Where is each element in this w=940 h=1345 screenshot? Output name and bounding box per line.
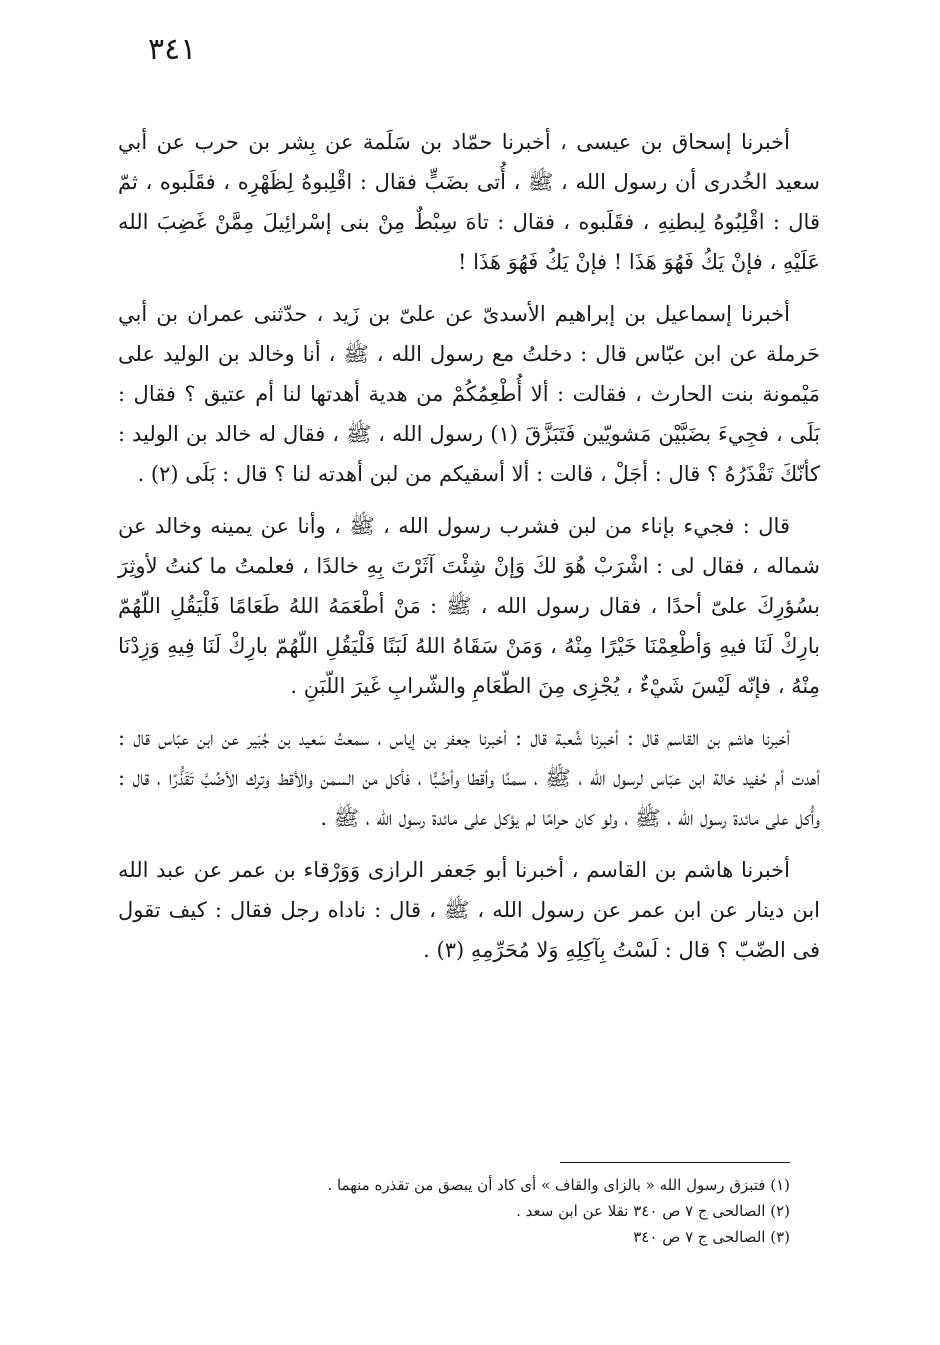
paragraph: أخبرنا إسماعيل بن إبراهيم الأسدىّ عن علىّ بن زَيد ، حدّثنى عمران بن أبي حَرملة عن ابن عبّاس قال : دخلتُ مع رسول الله ، ﷺ ، أنا وخالد بن الوليد على مَيْمونة بنت الحارث ، فقالت : ألا أُطْعِمُكُمْ من هدية أهدتها لنا أم عتيق ؟ فقال : بَلَى ، فجِيءَ بضَبَّيْن مَشويّين فَتَبَزَّقَ (١) رسول الله ، ﷺ ، فقال له خالد بن الوليد : كأنّكَ تَقْذَرُهُ ؟ قال : أجَلْ ، قالت : ألا أسقيكم من لبن أهدته لنا ؟ قال : بَلَى (٢) . (118, 302, 820, 486)
footnote: (١) فتبزق رسول الله « بالزاى والقاف » أى كاد أن يبصق من تقذره منهما . (327, 1176, 790, 1194)
paragraph: أخبرنا هاشم بن القاسم قال : أخبرنا شُعبة قال : أخبرنا جعفر بن إياس ، سمعتُ سَعيد بن جُبَير عن ابن عبّاس قال : أهدت أم حُفيد خالة ابن عبّاس لرسول الله ، ﷺ ، سمنًا وأقطا وأضُبًّا ، فأكل من السمن والأقط وترك الأضُبَّ تَقَذُّرًا ، قال : وأُكل على مائدة رسول الله ، ﷺ ، ولو كان حرامًا لم يؤكل على مائدة رسول الله ، ﷺ . (118, 726, 820, 830)
page-number: ٣٤١ (148, 32, 197, 67)
paragraph: أخبرنا إسحاق بن عيسى ، أخبرنا حمّاد بن سَلَمة عن بِشر بن حرب عن أبي سعيد الخُدرى أن رسول الله ، ﷺ ، أُتى بضَبٍّ فقال : اقْلِبوهُ لِظَهْرِه ، فقَلَبوه ، ثمّ قال : اقْلِبُوهُ لِبطنِهِ ، فقَلَبوه ، فقال : تاهَ سِبْطٌ مِنْ بنى إسْرائِيلَ مِمَّنْ غَضِبَ الله عَلَيْهِ ، فإنْ يَكُ فَهُوَ هَذَا ! فإنْ يَكُ فَهُوَ هَذَا ! (118, 130, 820, 274)
paragraph: أخبرنا هاشم بن القاسم ، أخبرنا أبو جَعفر الرازى وَوَرْقاء بن عمر عن عبد الله ابن دينار عن ابن عمر عن رسول الله ، ﷺ ، قال : ناداه رجل فقال : كيف تقول فى الضّبّ ؟ قال : لَسْتُ بِآكِلِهِ وَلا مُحَرِّمِهِ (٣) . (118, 858, 820, 962)
main-text (118, 122, 820, 970)
footnote: (٣) الصالحى ج ٧ ص ٣٤٠ (633, 1228, 790, 1246)
footnotes (200, 1172, 790, 1250)
paragraph: قال : فجيء بإناء من لبن فشرب رسول الله ، ﷺ ، وأنا عن يمينه وخالد عن شماله ، فقال لى : اشْرَبْ هُوَ لكَ وَإنْ شِئْتَ آثَرْتَ بِهِ خالدًا ، فعلمتُ ما كنتُ لأوثِرَ بسُؤرِكَ علىّ أحدًا ، فقال رسول الله ، ﷺ : مَنْ أطْعَمَهُ اللهُ طَعَامًا فَلْيَقُلِ اللّهُمّ بارِكْ لَنَا فيهِ وَأطْعِمْنَا خَيْرًا مِنْهُ ، وَمَنْ سَقَاهُ اللهُ لَبَنًا فَلْيَقُلِ اللّهُمّ بارِكْ لَنَا فِيهِ وَزِدْنَا مِنْهُ ، فإنّه لَيْسَ شَيْءٌ ، يُجْزِى مِنَ الطّعَامِ والشّرابِ غَيرَ اللّبَنِ . (118, 514, 820, 698)
footnote-divider (560, 1162, 790, 1163)
footnote: (٢) الصالحى ج ٧ ص ٣٤٠ نقلا عن ابن سعد . (516, 1202, 790, 1220)
